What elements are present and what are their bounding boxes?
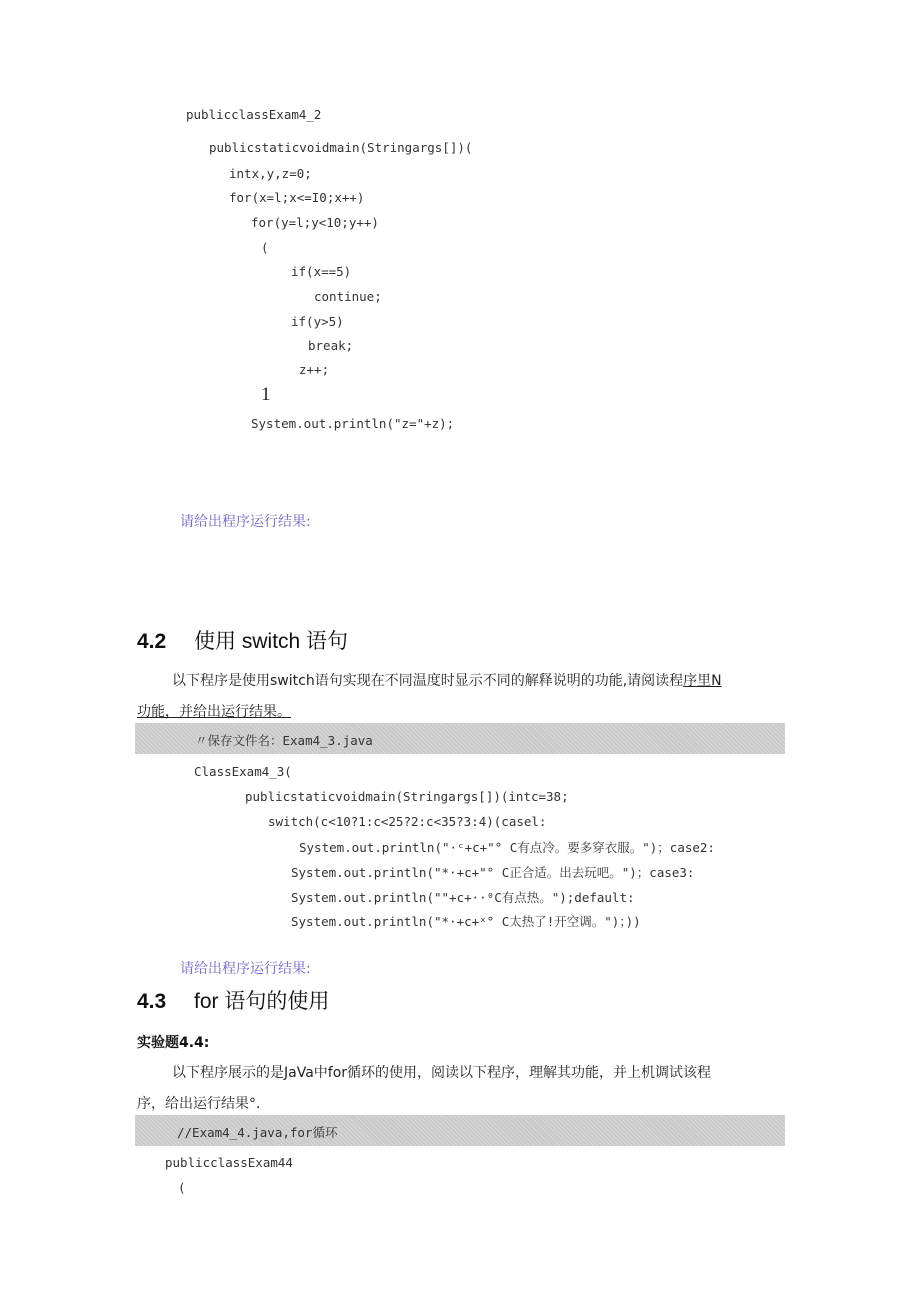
code-line: z++;: [299, 362, 330, 377]
code-line: System.out.println("z="+z);: [251, 416, 455, 431]
code-line: if(y>5): [291, 314, 344, 329]
code-line: for(x=l;x<=I0;x++): [229, 190, 365, 205]
code-line: if(x==5): [291, 264, 352, 279]
code-line: System.out.println("*·+c+"° C正合适。出去玩吧。")；case3:: [291, 865, 695, 880]
code-line: System.out.println(""+c+··⁰C有点热。");default:: [291, 890, 635, 905]
result-prompt: 请给出程序运行结果:: [180, 514, 311, 530]
code-line: publicstaticvoidmain(Stringargs[])(: [209, 140, 473, 155]
code-line: continue;: [314, 289, 382, 304]
code-line: System.out.println("·ᶜ+c+"° C有点冷。要多穿衣服。")；case2:: [299, 840, 715, 855]
code-line: intx,y,z=0;: [229, 166, 312, 181]
paragraph-line: 以下程序展示的是JaVa中for循环的使用，阅读以下程序，理解其功能，并上机调试该程: [172, 1065, 712, 1081]
section-heading-4-2: [137, 625, 348, 655]
section-heading-4-3: [137, 985, 329, 1015]
code-line: (: [178, 1180, 186, 1195]
code-line: for(y=l;y<10;y++): [251, 215, 379, 230]
paragraph-text: 以下程序是使用switch语句实现在不同温度时显示不同的解释说明的功能,请阅读程: [172, 673, 684, 689]
code-line: ClassExam4_3(: [194, 764, 292, 779]
code-line: 1: [261, 384, 271, 405]
filename-comment: //Exam4_4.java,for循环: [177, 1125, 338, 1140]
code-line: System.out.println("*·+c+ˣ° C太热了!开空调。")；)): [291, 914, 641, 929]
section-title: 使用 switch 语句: [194, 630, 349, 653]
code-line: publicclassExam44: [165, 1155, 293, 1170]
filename-comment: 〃保存文件名：Exam4_3.java: [195, 733, 373, 748]
section-title: for 语句的使用: [194, 990, 330, 1013]
exercise-label: 实验题4.4:: [137, 1035, 210, 1051]
code-line: (: [261, 240, 269, 255]
result-prompt: 请给出程序运行结果:: [180, 961, 311, 977]
code-line: break;: [308, 338, 354, 353]
section-number: 4.2: [137, 630, 167, 653]
code-line: publicclassExam4_2: [186, 107, 322, 122]
paragraph-line: 序，给出运行结果°．: [137, 1096, 270, 1112]
code-header-bar: [135, 723, 785, 754]
code-line: switch(c<10?1:c<25?2:c<35?3:4)(casel:: [268, 814, 547, 829]
section-number: 4.3: [137, 990, 167, 1013]
paragraph-text-underlined: 序里N: [683, 673, 722, 689]
code-header-bar: [135, 1115, 785, 1146]
paragraph-line: 功能，并给出运行结果。: [137, 704, 291, 720]
code-line: publicstaticvoidmain(Stringargs[])(intc=38;: [245, 789, 569, 804]
paragraph-line: [172, 670, 722, 690]
